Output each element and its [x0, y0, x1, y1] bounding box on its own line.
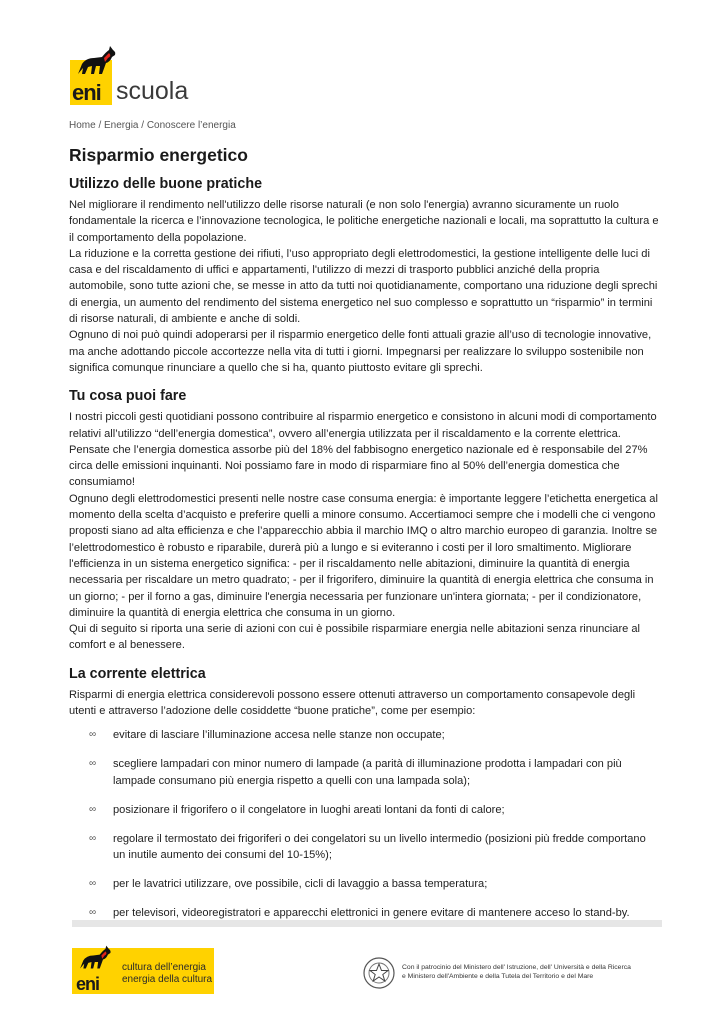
paragraph: Risparmi di energia elettrica considerevoli possono essere ottenuti attraverso un comportamento consapevole degli utenti e attraverso l’adozione delle cosiddette “buone pratiche”, come per esempio: — [69, 688, 636, 718]
list-item-text: evitare di lasciare l’illuminazione accesa nelle stanze non occupate; — [113, 729, 445, 742]
paragraph: Ognuno di noi può quindi adoperarsi per il risparmio energetico delle fonti attuali grazie all’uso di tecnologie innovative, ma anche adottando piccole accortezze nella vita di tutti i giorni. Impegnarsi per realizzare lo sviluppo sostenibile non significa comunque rinunciare a quello che si ha, quanto piuttosto evitare gli sprechi. — [69, 329, 652, 374]
list-item-text: scegliere lampadari con minor numero di lampade (a parità di illuminazione prodotta i lampadari con più lampade consumano più energia rispetto a quelli con una lampada sola); — [113, 758, 622, 787]
breadcrumb[interactable]: Home / Energia / Conoscere l’energia — [69, 120, 236, 131]
article — [69, 145, 659, 934]
list-item — [69, 876, 659, 892]
paragraph: Pensate che l’energia domestica assorbe più del 18% del fabbisogno energetico nazionale ed è responsabile del 27% circa delle emissioni inquinanti. Noi possiamo fare in modo di risparmiare fino al 50% dell’energia domestica che consumiamo! — [69, 443, 648, 489]
paragraph: Qui di seguito si riporta una serie di azioni con cui è possibile risparmiare energia nelle abitazioni senza rinunciare al comfort e al benessere. — [69, 623, 641, 652]
section-heading-tu-cosa-puoi-fare: Tu cosa puoi fare — [69, 388, 187, 405]
footer-eni-logo[interactable] — [72, 944, 214, 996]
infinity-bullet-icon: ∞ — [89, 729, 97, 741]
patronage-line-2: e Ministero dell'Ambiente e della Tutela del Territorio e del Mare — [402, 973, 594, 980]
footer-tagline — [122, 962, 212, 986]
logo-scuola-text: scuola — [116, 77, 189, 105]
list-item-text: per televisori, videoregistratori e apparecchi elettronici in genere evitare di mantenere acceso lo stand-by. — [113, 906, 630, 919]
patronage-text — [402, 963, 662, 981]
tips-list — [69, 727, 659, 921]
section-heading-corrente-elettrica: La corrente elettrica — [69, 665, 206, 682]
italian-republic-emblem-icon — [362, 956, 396, 990]
patronage-line-1: Con il patrocinio del Ministero dell' Istruzione, dell' Università e della Ricerca — [402, 964, 631, 971]
list-item-text: per le lavatrici utilizzare, ove possibile, cicli di lavaggio a bassa temperatura; — [113, 877, 488, 890]
list-item — [69, 756, 659, 789]
list-item — [69, 905, 659, 921]
section-heading-buone-pratiche: Utilizzo delle buone pratiche — [69, 176, 263, 192]
infinity-bullet-icon: ∞ — [89, 906, 97, 918]
infinity-bullet-icon: ∞ — [89, 832, 97, 844]
footer-divider — [72, 920, 662, 927]
paragraph: La riduzione e la corretta gestione dei rifiuti, l’uso appropriato degli elettrodomestici, la gestione intelligente delle luci di casa e del riscaldamento di uffici e appartamenti, l'utilizzo di mezzi di trasporto pubblici anziché della propria automobile, sono tutte azioni che, se messe in atto da tutti noi quotidianamente, comportano una riduzione degli sprechi di energia, un aumento del rendimento del sistema energetico nel suo complesso e soprattutto un “risparmio” in termini di risorse naturali, di ambiente e anche di soldi. — [69, 247, 658, 326]
footer-logo-eni-text: eni — [76, 974, 100, 994]
infinity-bullet-icon: ∞ — [89, 758, 97, 770]
list-item-text: regolare il termostato dei frigoriferi o dei congelatori su un livello intermedio (posizioni più fredde comportano un inutile aumento dei consumi del 10-15%); — [113, 832, 646, 861]
infinity-bullet-icon: ∞ — [89, 877, 97, 889]
eni-scuola-logo[interactable] — [68, 44, 198, 108]
infinity-bullet-icon: ∞ — [89, 803, 97, 815]
list-item — [69, 831, 659, 864]
tagline-line-2: energia della cultura — [122, 974, 213, 985]
logo-eni-text: eni — [72, 80, 101, 105]
list-item — [69, 802, 659, 818]
page-title: Risparmio energetico — [69, 145, 248, 165]
list-item — [69, 727, 659, 743]
paragraph: I nostri piccoli gesti quotidiani possono contribuire al risparmio energetico e consistono in alcuni modi di comportamento relativi all’utilizzo “dell’energia domestica”, ovvero all’energia utilizzata per il riscaldamento e la corrente elettrica. — [69, 411, 657, 440]
tagline-line-1: cultura dell’energia — [122, 962, 206, 973]
paragraph: Ognuno degli elettrodomestici presenti nelle nostre case consuma energia: è importante leggere l’etichetta energetica al momento della scelta d’acquisto e preferire quelli a minore consumo. Accertiamoci sempre che i modelli che ci vengono proposti siano ad alta efficienza e che l’apparecchio abbia il marchio IMQ o altro marchio europeo di garanzia. Inoltre se l’elettrodomestico è robusto e riparabile, durerà più a lungo e si eviteranno i costi per il loro smaltimento. Migliorare l'efficienza in un sistema energetico significa: - per il riscaldamento nelle abitazioni, diminuire la quantità di energia necessaria per riscaldare un metro quadrato; - per il frigorifero, diminuire la quantità di energia elettrica che consuma in un giorno; - per il forno a gas, diminuire l'energia necessaria per funzionare un'intera giornata; - per il condizionatore, diminuire la quantità di energia elettrica che consuma in un giorno. — [69, 492, 658, 619]
paragraph: Nel migliorare il rendimento nell'utilizzo delle risorse naturali (e non solo l'energia) avranno sicuramente un ruolo fondamentale la ricerca e l’innovazione tecnologica, le politiche energetiche nazionali e locali, ma soprattutto la cultura e il comportamento della popolazione. — [69, 199, 659, 244]
list-item-text: posizionare il frigorifero o il congelatore in luoghi areati lontani da fonti di calore; — [113, 803, 505, 816]
